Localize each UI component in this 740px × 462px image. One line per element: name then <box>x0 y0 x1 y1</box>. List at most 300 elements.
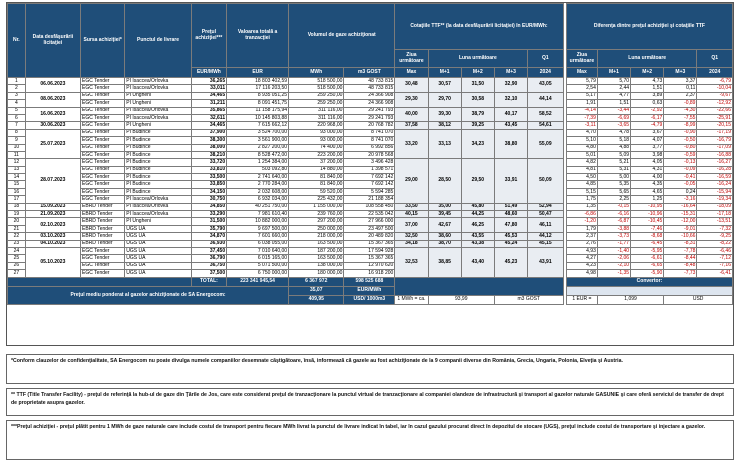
cell-diff: -1,35 <box>597 270 630 277</box>
cell-price: 31,211 <box>191 100 226 107</box>
cell-delivery: UGS UA <box>125 247 191 254</box>
cell-diff: 4,05 <box>631 159 664 166</box>
cell-source: EGC Tender <box>81 151 125 158</box>
cell-nr: 13 <box>8 166 26 173</box>
cell-m3: 12 970 620 <box>344 262 395 269</box>
cell-diff: -6,17 <box>631 114 664 121</box>
cell-diff: 4,77 <box>597 92 630 99</box>
cell-source: EBRD Tender <box>81 240 125 247</box>
cell-total-eur: 3 561 900,00 <box>227 137 289 144</box>
cell-date: 15.09.2023 <box>25 203 80 210</box>
cell-diff: -19,34 <box>697 196 733 203</box>
cell-delivery: PI Budince <box>125 188 191 195</box>
cell-diff: -6,41 <box>697 270 733 277</box>
cell-date: 04.10.2023 <box>25 240 80 247</box>
cell-ttf-max: 40,15 <box>395 211 428 218</box>
cell-ttf-m2: 30,58 <box>461 92 494 107</box>
cell-diff: -0,09 <box>664 166 697 173</box>
cell-ttf-max: 33,50 <box>395 203 428 210</box>
cell-nr: 18 <box>8 203 26 210</box>
conv-eur-val: 1,099 <box>597 295 663 304</box>
cell-m3: 1 398 571 <box>344 166 395 173</box>
cell-diff: 3,37 <box>664 78 697 85</box>
cell-delivery: PI Budince <box>125 129 191 136</box>
cell-delivery: PI Ungheni <box>125 218 191 225</box>
cell-m3: 24 366 908 <box>344 92 395 99</box>
cell-diff: -0,89 <box>664 100 697 107</box>
cell-ttf-m2: 34,23 <box>461 129 494 159</box>
cell-delivery: PI Isaccea/Orlovka <box>125 211 191 218</box>
cell-price: 34,465 <box>191 92 226 99</box>
cell-date: 05.10.2023 <box>25 247 80 277</box>
cell-delivery: UGS UA <box>125 240 191 247</box>
cell-diff: -16,88 <box>697 151 733 158</box>
cell-source: EGC Tender <box>81 107 125 114</box>
cell-diff: 5,10 <box>566 137 597 144</box>
cell-delivery: PI Isaccea/Orlovka <box>125 78 191 85</box>
table-row <box>8 137 733 144</box>
cell-diff: -12,00 <box>664 218 697 225</box>
cell-price: 36,790 <box>191 255 226 262</box>
blackout-block <box>395 277 563 295</box>
cell-diff: 4,31 <box>631 166 664 173</box>
cell-diff: -16,27 <box>697 159 733 166</box>
cell-nr: 10 <box>8 144 26 151</box>
cell-ttf-m1: 38,60 <box>428 233 461 240</box>
cell-source: EGC Tender <box>81 137 125 144</box>
cell-diff: -7,55 <box>664 114 697 121</box>
cell-nr: 27 <box>8 270 26 277</box>
cell-source: EGC Tender <box>81 181 125 188</box>
cell-diff: 4,50 <box>566 174 597 181</box>
cell-m3: 29 241 793 <box>344 114 395 121</box>
cell-diff: 2,37 <box>664 92 697 99</box>
cell-diff: 4,88 <box>597 144 630 151</box>
cell-mwh: 518 500,00 <box>289 85 344 92</box>
cell-diff: 2,44 <box>597 85 630 92</box>
cell-m3: 8 741 070 <box>344 129 395 136</box>
table-row <box>8 247 733 254</box>
col-diff-group: Diferenţa dintre preţul achiziţiei şi cotaţiile TTF <box>566 4 732 50</box>
cell-diff: 4,73 <box>631 78 664 85</box>
cell-price: 33,720 <box>191 159 226 166</box>
table-row <box>8 166 733 173</box>
cell-mwh: 218 000,00 <box>289 233 344 240</box>
cell-diff: -7,12 <box>697 255 733 262</box>
table-row <box>8 114 733 121</box>
cell-m3: 20 489 820 <box>344 233 395 240</box>
cell-source: EGC Tender <box>81 270 125 277</box>
cell-ttf-m2: 43,38 <box>461 240 494 247</box>
totals-eur: 223 341 945,54 <box>227 277 289 286</box>
cell-mwh: 259 250,00 <box>289 92 344 99</box>
col-ttf-group: Cotaţiile TTF** (la data desfăşurării licitaţiei) în EUR/MWh: <box>395 4 563 50</box>
diff-q1: Q1 <box>697 50 733 68</box>
cell-price: 33,500 <box>191 174 226 181</box>
diff-next-month: Luna următoare <box>597 50 697 68</box>
cell-diff: 0,24 <box>664 188 697 195</box>
col-nr: Nr. <box>8 4 26 78</box>
cell-ttf-max: 34,18 <box>395 240 428 247</box>
cell-price: 32,611 <box>191 114 226 121</box>
cell-ttf-m2: 38,79 <box>461 107 494 122</box>
cell-diff: -5,95 <box>631 247 664 254</box>
cell-delivery: PI Ungheni <box>125 92 191 99</box>
cell-diff: -16,59 <box>697 174 733 181</box>
cell-diff: 5,70 <box>597 78 630 85</box>
diff-next-day: Ziua următoare <box>566 50 597 68</box>
cell-diff: -7,16 <box>697 262 733 269</box>
cell-diff: -18,09 <box>697 203 733 210</box>
cell-mwh: 138 000,00 <box>289 262 344 269</box>
cell-ttf-m3: 51,49 <box>494 203 527 210</box>
sub-max: Max <box>395 68 428 78</box>
cell-diff: -0,59 <box>664 151 697 158</box>
cell-ttf-m1: 39,30 <box>428 107 461 122</box>
cell-diff: -7,78 <box>664 247 697 254</box>
cell-mwh: 259 250,00 <box>289 100 344 107</box>
cell-diff: -25,91 <box>697 114 733 121</box>
conv-mwh-unit: m3 GOST <box>494 295 563 304</box>
cell-ttf-m1: 42,67 <box>428 218 461 233</box>
table-row <box>8 188 733 195</box>
cell-nr: 12 <box>8 159 26 166</box>
cell-diff: -6,46 <box>697 247 733 254</box>
cell-diff: -17,18 <box>697 211 733 218</box>
cell-ttf-m3: 32,90 <box>494 78 527 93</box>
cell-nr: 7 <box>8 122 26 129</box>
cell-nr: 14 <box>8 174 26 181</box>
cell-ttf-q1: 46,11 <box>528 218 563 233</box>
cell-ttf-q1: 43,05 <box>528 78 563 93</box>
cell-diff: -17,19 <box>697 129 733 136</box>
cell-source: EGC Tender <box>81 78 125 85</box>
cell-diff: -8,48 <box>664 262 697 269</box>
cell-delivery: PI Budince <box>125 174 191 181</box>
diff-sub-2024: 2024 <box>697 68 733 78</box>
cell-total-eur: 18 803 402,59 <box>227 78 289 85</box>
sub-2024: 2024 <box>528 68 563 78</box>
cell-diff: 3,98 <box>631 151 664 158</box>
cell-mwh: 297 200,00 <box>289 218 344 225</box>
cell-price: 31,500 <box>191 218 226 225</box>
cell-diff: -16,79 <box>697 137 733 144</box>
cell-ttf-m3: 48,60 <box>494 211 527 218</box>
cell-diff: -12,92 <box>697 100 733 107</box>
cell-diff: 3,89 <box>631 92 664 99</box>
cell-m3: 23 497 500 <box>344 225 395 232</box>
table-row <box>8 129 733 136</box>
cell-diff: -16,24 <box>697 181 733 188</box>
cell-price: 38,000 <box>191 144 226 151</box>
cell-diff: -7,46 <box>631 225 664 232</box>
cell-diff: -1,20 <box>566 218 597 225</box>
cell-source: EGC Tender <box>81 255 125 262</box>
cell-total-eur: 9 697 500,00 <box>227 225 289 232</box>
cell-price: 37,900 <box>191 129 226 136</box>
cell-diff: -7,39 <box>566 114 597 121</box>
cell-diff: -1,40 <box>597 247 630 254</box>
cell-source: EGC Tender <box>81 262 125 269</box>
cell-delivery: UGS UA <box>125 262 191 269</box>
cell-ttf-m3: 45,24 <box>494 240 527 247</box>
cell-diff: -15,31 <box>664 211 697 218</box>
cell-mwh: 311 116,00 <box>289 114 344 121</box>
cell-mwh: 74 400,00 <box>289 144 344 151</box>
cell-nr: 11 <box>8 151 26 158</box>
sub-m1: M+1 <box>428 68 461 78</box>
cell-mwh: 81 840,00 <box>289 174 344 181</box>
cell-m3: 5 594 285 <box>344 188 395 195</box>
cell-diff: 4,82 <box>566 159 597 166</box>
diff-sub-max: Max <box>566 68 597 78</box>
cell-diff: 0,11 <box>664 85 697 92</box>
cell-diff: -0,90 <box>664 129 697 136</box>
cell-ttf-max: 30,48 <box>395 78 428 93</box>
col-date: Data desfăşurării licitaţiei <box>25 4 80 78</box>
conv-mwh-label: 1 MWh = ca. <box>395 295 428 304</box>
cell-diff: -0,05 <box>664 181 697 188</box>
gas-purchase-table-frame <box>6 2 734 346</box>
cell-ttf-m3: 38,80 <box>494 129 527 159</box>
cell-ttf-max: 32,50 <box>395 233 428 240</box>
cell-total-eur: 1 254 384,00 <box>227 159 289 166</box>
table-row <box>8 122 733 129</box>
cell-source: EGC Tender <box>81 114 125 121</box>
cell-mwh: 163 500,00 <box>289 240 344 247</box>
cell-source: EBRD Tender <box>81 211 125 218</box>
cell-diff: -4,30 <box>664 107 697 114</box>
cell-date: 02.10.2023 <box>25 218 80 233</box>
cell-diff: 4,81 <box>566 166 597 173</box>
cell-diff: 4,23 <box>566 262 597 269</box>
cell-source: EGC Tender <box>81 100 125 107</box>
cell-diff: 2,54 <box>566 85 597 92</box>
cell-mwh: 59 520,00 <box>289 188 344 195</box>
cell-diff: 5,31 <box>597 166 630 173</box>
cell-ttf-q1: 43,91 <box>528 247 563 277</box>
cell-diff: 4,93 <box>566 247 597 254</box>
cell-ttf-q1: 50,09 <box>528 159 563 203</box>
cell-ttf-m2: 43,55 <box>461 233 494 240</box>
cell-m3: 20 768 782 <box>344 122 395 129</box>
cell-diff: 4,07 <box>631 137 664 144</box>
cell-diff: -2,92 <box>631 107 664 114</box>
cell-m3: 21 188 354 <box>344 196 395 203</box>
table-row <box>8 262 733 269</box>
cell-nr: 17 <box>8 196 26 203</box>
cell-diff: -22,66 <box>697 107 733 114</box>
cell-m3: 15 367 365 <box>344 240 395 247</box>
cell-diff: -10,66 <box>664 233 697 240</box>
cell-diff: 4,65 <box>631 188 664 195</box>
totals-m3: 598 525 688 <box>344 277 395 286</box>
table-row <box>8 211 733 218</box>
cell-diff: -9,25 <box>697 233 733 240</box>
cell-diff: -3,11 <box>566 122 597 129</box>
cell-total-eur: 3 524 700,00 <box>227 129 289 136</box>
cell-delivery: PI Budince <box>125 151 191 158</box>
cell-nr: 23 <box>8 240 26 247</box>
cell-delivery: PI Isaccea/Orlovka <box>125 203 191 210</box>
cell-source: EBRD Tender <box>81 218 125 225</box>
cell-total-eur: 8 528 472,00 <box>227 151 289 158</box>
cell-diff: 4,00 <box>631 174 664 181</box>
cell-diff: 1,35 <box>566 203 597 210</box>
cell-total-eur: 7 601 660,00 <box>227 233 289 240</box>
cell-date: 03.10.2023 <box>25 233 80 240</box>
cell-source: EBRD Tender <box>81 203 125 210</box>
cell-diff: -8,99 <box>664 122 697 129</box>
cell-price: 34,465 <box>191 122 226 129</box>
cell-ttf-q1: 58,52 <box>528 107 563 122</box>
note-price: ***Preţul achiziţiei - preţul plătit pentru 1 MWh de gaze naturale care include costul de transport pentru fiecare MWh livrat la punctul de livrare indicat în tabel, iar în cazul gazului procurat direct în depozitul de stocare (UGS), preţul include costul de transportare şi injectare a gazelor. <box>6 420 734 460</box>
cell-diff: -2,06 <box>597 255 630 262</box>
cell-total-eur: 11 158 175,94 <box>227 107 289 114</box>
cell-price: 30,750 <box>191 196 226 203</box>
cell-delivery: PI Isaccea/Orlovka <box>125 196 191 203</box>
cell-diff: 5,00 <box>597 174 630 181</box>
cell-diff: -4,14 <box>566 107 597 114</box>
cell-mwh: 250 000,00 <box>289 225 344 232</box>
cell-total-eur: 6 932 034,00 <box>227 196 289 203</box>
cell-diff: 5,18 <box>597 137 630 144</box>
cell-price: 35,865 <box>191 107 226 114</box>
converter-label: Convertor: <box>566 277 732 286</box>
cell-ttf-m1: 38,12 <box>428 122 461 129</box>
cell-m3: 22 535 042 <box>344 211 395 218</box>
table-row <box>8 225 733 232</box>
cell-total-eur: 5 071 500,00 <box>227 262 289 269</box>
col-volume: Volumul de gaze achiziţionat <box>289 4 395 68</box>
table-row <box>8 240 733 247</box>
cell-nr: 6 <box>8 114 26 121</box>
cell-diff: -0,50 <box>664 137 697 144</box>
cell-diff: -8,22 <box>697 240 733 247</box>
cell-diff: -10,45 <box>631 218 664 225</box>
cell-diff: 4,78 <box>597 129 630 136</box>
cell-ttf-m1: 33,13 <box>428 129 461 159</box>
gas-purchase-table <box>7 3 733 305</box>
cell-diff: -13,51 <box>697 218 733 225</box>
cell-price: 36,750 <box>191 262 226 269</box>
col-delivery: Punctul de livrare <box>125 4 191 78</box>
cell-diff: -1,77 <box>597 240 630 247</box>
cell-source: EGC Tender <box>81 122 125 129</box>
cell-total-eur: 10 145 803,88 <box>227 114 289 121</box>
cell-diff: -6,45 <box>631 240 664 247</box>
avg-label: Preţul mediu ponderat al gazelor achiziţionate de SA Energocom: <box>8 286 289 304</box>
cell-nr: 8 <box>8 129 26 136</box>
table-row <box>8 203 733 210</box>
cell-m3: 29 241 793 <box>344 107 395 114</box>
cell-mwh: 239 760,00 <box>289 211 344 218</box>
sub-m3: M+3 <box>494 68 527 78</box>
cell-ttf-max: 33,20 <box>395 129 428 159</box>
cell-delivery: PI Ungheni <box>125 100 191 107</box>
cell-m3: 7 692 142 <box>344 181 395 188</box>
cell-ttf-m3: 33,91 <box>494 159 527 203</box>
cell-ttf-m3: 32,10 <box>494 92 527 107</box>
cell-diff: -7,73 <box>664 270 697 277</box>
cell-diff: 4,85 <box>566 181 597 188</box>
cell-ttf-m1: 29,70 <box>428 92 461 107</box>
cell-nr: 21 <box>8 225 26 232</box>
cell-diff: 2,25 <box>597 196 630 203</box>
avg-eur: 35,07 <box>289 286 344 295</box>
cell-mwh: 163 500,00 <box>289 255 344 262</box>
cell-ttf-max: 29,00 <box>395 159 428 203</box>
note-confidentiality: *Conform clauzelor de confidenţialitate, SA Energocom nu poate divulga numele companiilor desemnate câştigătoare, însă, informează că gazele au fost achiziţionate de la 9 companii diverse din România, Grecia, Ungaria, Polonia, Elveţia şi Austria. <box>6 354 734 384</box>
cell-m3: 3 496 428 <box>344 159 395 166</box>
cell-total-eur: 6 015 165,00 <box>227 255 289 262</box>
cell-diff: 5,17 <box>566 92 597 99</box>
cell-ttf-m2: 39,25 <box>461 122 494 129</box>
cell-diff: 0,63 <box>631 100 664 107</box>
cell-total-eur: 10 882 000,00 <box>227 218 289 225</box>
cell-date: 25.07.2023 <box>25 129 80 159</box>
cell-ttf-m2: 43,40 <box>461 247 494 277</box>
unit-eur: EUR <box>227 68 289 78</box>
cell-diff: -0,80 <box>664 144 697 151</box>
ttf-next-month: Luna următoare <box>428 50 528 68</box>
note-ttf: ** TTF (Title Transfer Facility) - preţul de referinţă la hub-ul de gaze din Ţările de Jos, care este considerat preţul de tranzacţionare la punctul virtual de tranzacţionare al companiei olandeze de infrastructură şi transport al gazelor naturale GASUNIE şi care oferă serviciul de transfer de drept de proprietate asupra gazelor. <box>6 388 734 416</box>
cell-price: 34,870 <box>191 233 226 240</box>
cell-diff: -10,95 <box>631 203 664 210</box>
cell-price: 33,850 <box>191 181 226 188</box>
cell-date: 21.09.2023 <box>25 211 80 218</box>
cell-ttf-m2: 31,50 <box>461 78 494 93</box>
cell-delivery: UGS UA <box>125 233 191 240</box>
cell-diff: -20,15 <box>697 122 733 129</box>
cell-mwh: 220 968,00 <box>289 122 344 129</box>
cell-mwh: 518 500,00 <box>289 78 344 85</box>
cell-diff: 5,01 <box>566 151 597 158</box>
cell-nr: 22 <box>8 233 26 240</box>
cell-nr: 19 <box>8 211 26 218</box>
table-row <box>8 92 733 99</box>
cell-price: 35,790 <box>191 225 226 232</box>
cell-source: EBRD Tender <box>81 225 125 232</box>
cell-diff: -16,28 <box>697 166 733 173</box>
cell-m3: 6 992 856 <box>344 144 395 151</box>
cell-diff: 4,70 <box>566 129 597 136</box>
cell-price: 34,850 <box>191 203 226 210</box>
cell-source: EGC Tender <box>81 92 125 99</box>
cell-diff: -6,87 <box>597 218 630 225</box>
table-row <box>8 174 733 181</box>
conv-eur-label: 1 EUR = <box>566 295 597 304</box>
cell-nr: 20 <box>8 218 26 225</box>
cell-ttf-m1: 39,45 <box>428 211 461 218</box>
cell-ttf-q1: 50,47 <box>528 211 563 218</box>
cell-total-eur: 7 981 610,40 <box>227 211 289 218</box>
cell-diff: -3,16 <box>664 196 697 203</box>
cell-nr: 2 <box>8 85 26 92</box>
cell-ttf-max: 29,30 <box>395 92 428 107</box>
cell-mwh: 180 000,00 <box>289 270 344 277</box>
table-row <box>8 196 733 203</box>
cell-delivery: PI Budince <box>125 144 191 151</box>
cell-m3: 48 733 815 <box>344 85 395 92</box>
cell-total-eur: 2 741 640,00 <box>227 174 289 181</box>
cell-ttf-m1: 28,50 <box>428 159 461 203</box>
cell-source: EBRD Tender <box>81 233 125 240</box>
table-row <box>8 159 733 166</box>
cell-diff: -4,79 <box>631 122 664 129</box>
cell-price: 36,930 <box>191 240 226 247</box>
cell-mwh: 14 880,00 <box>289 166 344 173</box>
